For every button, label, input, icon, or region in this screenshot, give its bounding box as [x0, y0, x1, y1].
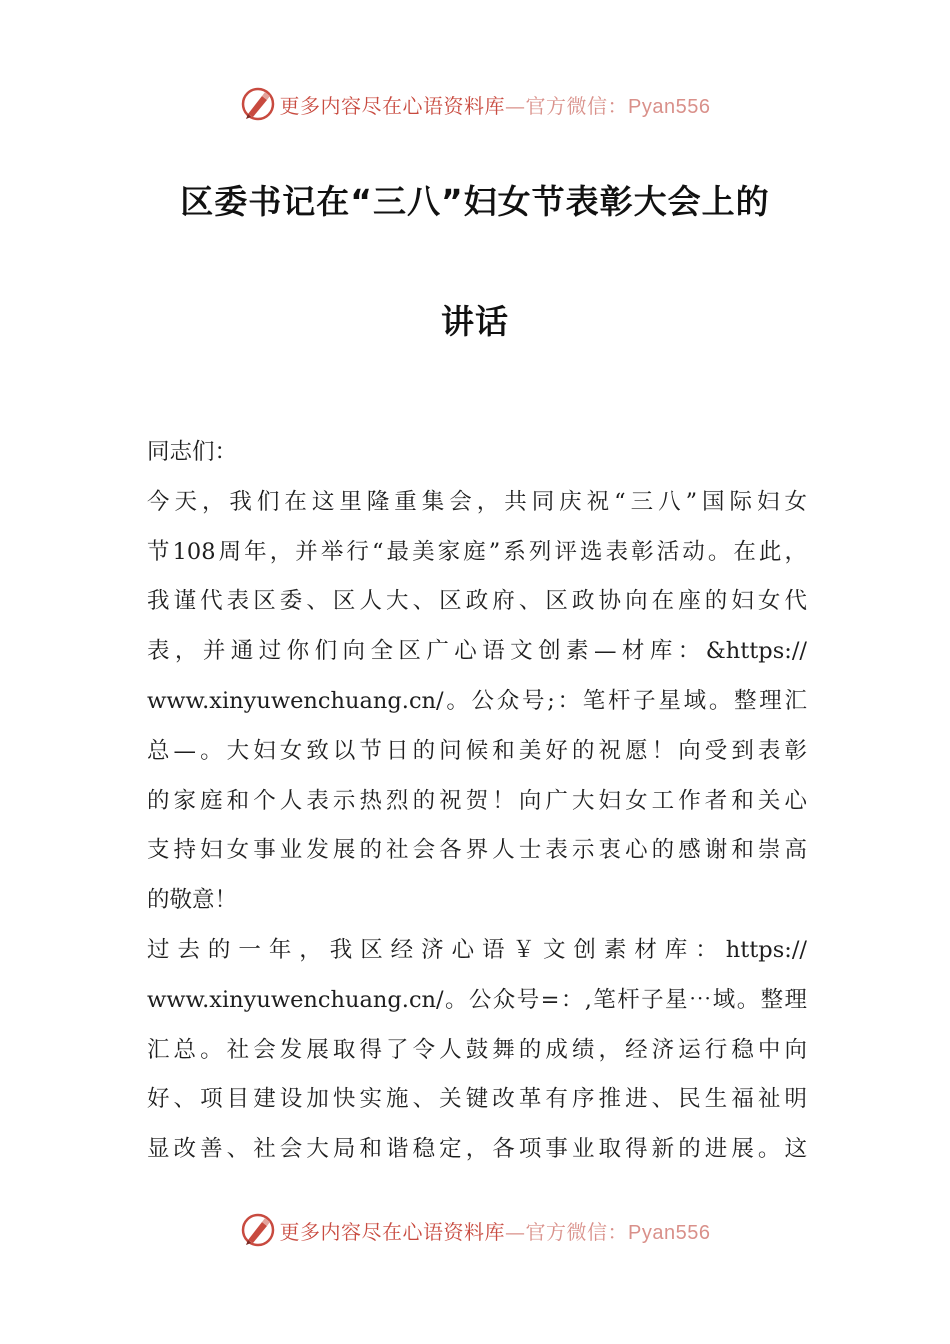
paragraph-line: 节108周年，并举行“最美家庭”系列评选表彰活动。在此， — [147, 538, 807, 565]
header-watermark — [0, 84, 950, 124]
pen-logo-icon — [240, 1212, 276, 1248]
paragraph-line: 显改善、社会大局和谐稳定，各项事业取得新的进展。这 — [147, 1136, 807, 1163]
paragraph-line: 汇总。社会发展取得了令人鼓舞的成绩，经济运行稳中向 — [147, 1036, 807, 1063]
paragraph-line: 总—。大妇女致以节日的问候和美好的祝愿！向受到表彰 — [147, 737, 807, 764]
paragraph-line: 的家庭和个人表示热烈的祝贺！向广大妇女工作者和关心 — [147, 787, 807, 814]
paragraph-line: 的敬意！ — [147, 887, 238, 914]
paragraph-line: 我谨代表区委、区人大、区政府、区政协向在座的妇女代 — [147, 588, 807, 615]
paragraph-line: 表，并通过你们向全区广心语文创素—材库：&https:// — [147, 638, 807, 665]
page-title-line-2: 讲话 — [441, 302, 509, 341]
watermark-text: 更多内容尽在心语资料库—官方微信：Pyan556 — [279, 1219, 711, 1244]
footer-watermark — [0, 1210, 950, 1250]
paragraph-line: 支持妇女事业发展的社会各界人士表示衷心的感谢和崇高 — [147, 837, 807, 864]
pen-logo-icon — [240, 86, 276, 122]
speech-body — [147, 428, 807, 1175]
watermark-text: 更多内容尽在心语资料库—官方微信：Pyan556 — [279, 93, 711, 118]
paragraph-line: 今天，我们在这里隆重集会，共同庆祝“三八”国际妇女 — [147, 488, 807, 515]
paragraph-line: 过去的一年，我区经济心语￥文创素材库：https:// — [147, 936, 807, 963]
paragraph-line: 同志们： — [147, 439, 238, 465]
page-title-line-1: 区委书记在“三八”妇女节表彰大会上的 — [180, 182, 770, 221]
paragraph-line: 好、项目建设加快实施、关键改革有序推进、民生福祉明 — [147, 1086, 807, 1113]
paragraph-line: www.xinyuwenchuang.cn/。公众号=：,笔杆子星⋯域。整理 — [147, 986, 807, 1013]
paragraph-line: www.xinyuwenchuang.cn/。公众号;：笔杆子星域。整理汇 — [147, 687, 807, 714]
